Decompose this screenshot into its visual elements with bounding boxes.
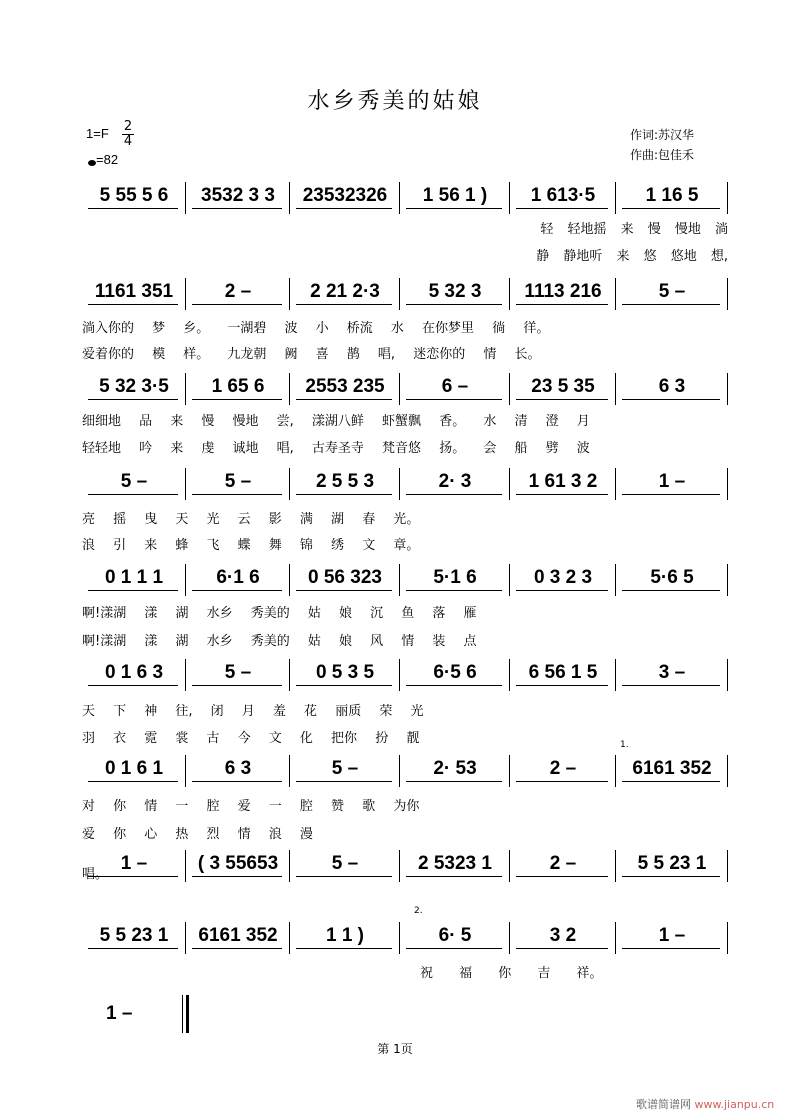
beam-line [192,208,282,209]
measure-notes: 2· 53 [433,758,477,779]
measure-notes: 5 – [331,758,359,779]
lyric-line: 轻轻地 吟 来 虔 诚地 唱, 古寿圣寺 梵音悠 扬。 会 船 劈 波 [82,441,590,456]
beam-line [296,208,392,209]
beam-line [622,208,720,209]
barline [185,373,186,405]
beam-line [296,590,392,591]
measure-notes: 2 5 5 3 [315,471,375,492]
beam-line [622,399,720,400]
measure-notes: 0 1 1 1 [104,567,164,588]
measure-notes: 1 613·5 [530,185,596,206]
lyric-line: 啊!漾湖 漾 湖 水乡 秀美的 姑 娘 沉 鱼 落 雁 [82,606,477,621]
barline [727,755,728,787]
beam-line [296,948,392,949]
lyric-line: 羽 衣 霓 裳 古 今 文 化 把你 扮 靓 [82,731,420,746]
measure-notes: 1 1 ) [325,925,365,946]
barline [727,659,728,691]
measure-notes: 6·5 6 [433,662,477,683]
lyric-line: 亮 摇 曳 天 光 云 影 满 湖 春 光。 [82,512,420,527]
barline [615,278,616,310]
beam-line [88,781,178,782]
beam-line [516,948,608,949]
measure-notes: 1113 216 [524,281,602,302]
tempo-value: =82 [96,152,119,167]
measure-notes: 6161 352 [198,925,278,946]
beam-line [192,781,282,782]
measure-notes: 5 – [224,471,252,492]
beam-line [192,494,282,495]
beam-line [622,781,720,782]
score-system [82,659,728,689]
barline [185,564,186,596]
beam-line [516,685,608,686]
beam-line [296,494,392,495]
measure-notes: 1 56 1 ) [422,185,488,206]
lyric-line: 唱。 [82,867,109,882]
barline [727,468,728,500]
score-system [82,278,728,308]
footer-url: www.jianpu.cn [694,1098,775,1111]
measure-notes: 2 – [224,281,252,302]
beam-line [88,494,178,495]
lyric-line: 浪 引 来 蜂 飞 蝶 舞 锦 绣 文 章。 [82,538,420,553]
time-numerator: 2 [123,119,133,134]
barline [615,468,616,500]
beam-line [192,685,282,686]
final-barline-thick [186,995,189,1033]
score-system [82,564,728,594]
beam-line [622,494,720,495]
site-footer [636,1096,774,1112]
score-system [82,373,728,403]
barline [185,278,186,310]
composer-credit: 作曲:包佳禾 [630,148,695,162]
barline [185,922,186,954]
measure-notes: 6 – [441,376,469,397]
measure-notes: 5 – [120,471,148,492]
measure-notes: 1 – [658,471,686,492]
beam-line [622,948,720,949]
beam-line [88,208,178,209]
beam-line [516,399,608,400]
barline [509,755,510,787]
barline [185,659,186,691]
measure-notes: 5·1 6 [433,567,477,588]
barline [289,373,290,405]
score-system [82,468,728,498]
barline [727,373,728,405]
measure-notes: 2 21 2·3 [310,281,380,302]
barline [615,182,616,214]
barline [615,373,616,405]
measure-notes: 6 56 1 5 [528,662,598,683]
measure-notes: 23532326 [302,185,388,206]
measure-notes: 1 16 5 [645,185,699,206]
barline [399,182,400,214]
barline [615,564,616,596]
measure-notes: 5 – [331,853,359,874]
measure-notes: 1 – [658,925,686,946]
measure-notes: 0 56 323 [308,567,382,588]
measure-notes: 5 5 23 1 [99,925,169,946]
measure-notes: 5 – [224,662,252,683]
barline [727,182,728,214]
lyric-line: 啊!漾湖 漾 湖 水乡 秀美的 姑 娘 风 情 装 点 [82,634,477,649]
barline [509,659,510,691]
measure-notes: 0 3 2 3 [533,567,593,588]
beam-line [192,590,282,591]
barline [399,755,400,787]
measure-notes: 6 3 [658,376,686,397]
barline [615,659,616,691]
final-barline-thin [182,995,183,1033]
beam-line [88,304,178,305]
lyric-line: 爱 你 心 热 烈 情 浪 漫 [82,827,313,842]
beam-line [406,590,502,591]
measure-notes: 5 32 3·5 [99,376,169,397]
measure-notes: 2 – [549,853,577,874]
score-system [82,922,728,952]
barline [289,659,290,691]
barline [509,278,510,310]
measure-notes: 1 – [120,853,148,874]
beam-line [516,208,608,209]
barline [509,182,510,214]
beam-line [516,304,608,305]
barline [399,922,400,954]
beam-line [406,494,502,495]
barline [185,468,186,500]
measure-notes: 6· 5 [438,925,472,946]
measure-notes: 5·6 5 [650,567,694,588]
measure-notes: 1 61 3 2 [528,471,598,492]
song-title: 水乡秀美的姑娘 [307,89,483,114]
barline [615,755,616,787]
beam-line [88,590,178,591]
measure-notes: 2553 235 [305,376,385,397]
ending-note: 1 – [106,1003,133,1024]
barline [615,922,616,954]
measure-notes: 3 2 [549,925,577,946]
beam-line [622,304,720,305]
time-denominator: 4 [123,134,133,149]
measure-notes: 5 5 23 1 [637,853,707,874]
measure-notes: 0 1 6 1 [104,758,164,779]
measure-notes: 23 5 35 [531,376,595,397]
measure-notes: 5 55 5 6 [99,185,169,206]
measure-notes: 2 5323 1 [418,853,492,874]
lyric-line: 爱着你的 模 样。 九龙朝 阙 喜 鹊 唱, 迷恋你的 情 长。 [82,347,541,362]
measure-notes: 5 32 3 [428,281,482,302]
time-signature [122,120,134,149]
measure-notes: 1 65 6 [211,376,265,397]
lyric-line: 轻 轻地摇 来 慢 慢地 淌 [540,222,728,237]
beam-line [516,781,608,782]
beam-line [516,590,608,591]
score-system [82,755,728,785]
measure-notes: 0 1 6 3 [104,662,164,683]
lyricist-credit: 作词:苏汉华 [630,128,695,142]
barline [289,182,290,214]
barline [185,755,186,787]
measure-notes: 0 5 3 5 [315,662,375,683]
beam-line [406,948,502,949]
key-signature: 1=F [86,126,109,141]
lyric-line: 天 下 神 往, 闭 月 羞 花 丽质 荣 光 [82,704,424,719]
barline [289,278,290,310]
beam-line [406,208,502,209]
barline [509,468,510,500]
measure-notes: 1161 351 [94,281,174,302]
barline [399,278,400,310]
measure-notes: 3532 3 3 [201,185,275,206]
page-number: 第 1页 [377,1042,413,1056]
barline [399,564,400,596]
barline [727,922,728,954]
beam-line [296,304,392,305]
tempo-marking [88,152,118,167]
barline [399,373,400,405]
measure-notes: 6·1 6 [216,567,260,588]
beam-line [406,781,502,782]
barline [727,278,728,310]
barline [289,564,290,596]
measure-notes: 6 3 [224,758,252,779]
barline [289,755,290,787]
beam-line [622,590,720,591]
barline [509,373,510,405]
measure-notes: 5 – [658,281,686,302]
beam-line [296,399,392,400]
barline [509,922,510,954]
volta-second-ending: 2. [414,906,423,916]
beam-line [192,948,282,949]
lyric-line: 静 静地听 来 悠 悠地 想, [536,249,728,264]
quarter-note-icon [88,160,96,166]
beam-line [406,304,502,305]
beam-line [88,948,178,949]
lyric-line: 对 你 情 一 腔 爱 一 腔 赞 歌 为你 [82,799,420,814]
score-system [82,182,728,212]
beam-line [516,494,608,495]
measure-notes: ( 3 55653 [197,853,279,874]
barline [399,468,400,500]
footer-text: 歌谱简谱网 [636,1098,691,1111]
measure-notes: 2 – [549,758,577,779]
barline [399,659,400,691]
beam-line [296,781,392,782]
measure-notes: 6161 352 [632,758,712,779]
beam-line [88,685,178,686]
beam-line [192,399,282,400]
beam-line [406,685,502,686]
lyric-line: 细细地 品 来 慢 慢地 尝, 漾湖八鲜 虾蟹飘 香。 水 清 澄 月 [82,414,590,429]
measure-notes: 2· 3 [438,471,472,492]
beam-line [296,685,392,686]
beam-line [406,399,502,400]
volta-first-ending: 1. [620,740,629,750]
beam-line [192,304,282,305]
barline [289,922,290,954]
barline [509,564,510,596]
barline [727,564,728,596]
measure-notes: 3 – [658,662,686,683]
beam-line [88,399,178,400]
beam-line [622,685,720,686]
barline [185,182,186,214]
barline [289,468,290,500]
lyric-line: 淌入你的 梦 乡。 一湖碧 波 小 桥流 水 在你梦里 徜 徉。 [82,321,550,336]
lyric-line: 祝 福 你 吉 祥。 [420,966,603,981]
